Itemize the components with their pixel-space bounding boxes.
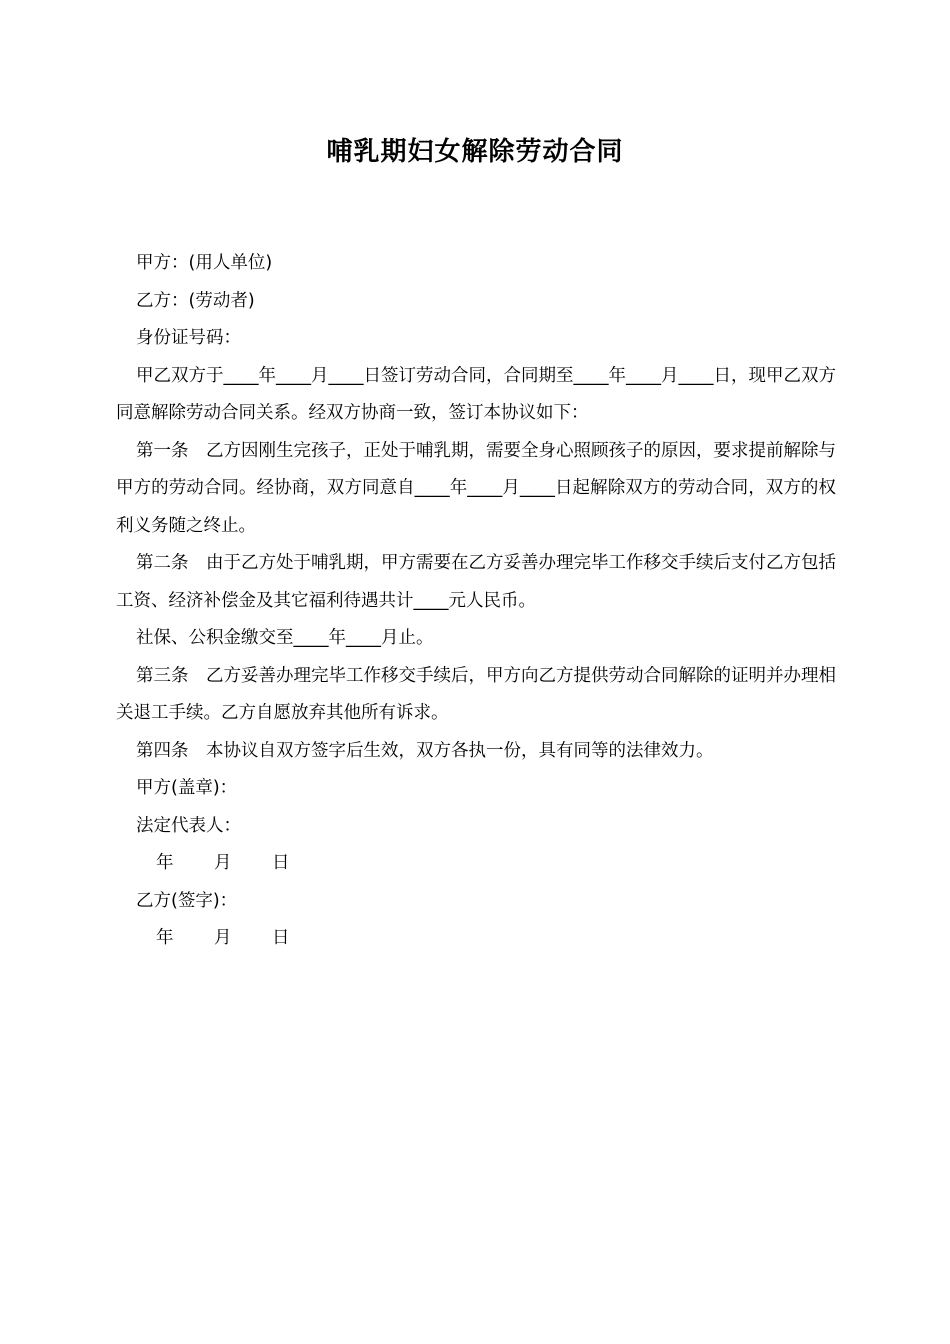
document-body <box>116 245 836 958</box>
date-line-b <box>116 920 836 958</box>
article-3: 第三条 乙方妥善办理完毕工作移交手续后，甲方向乙方提供劳动合同解除的证明并办理相关退工手续。乙方自愿放弃其他所有诉求。 <box>116 665 836 723</box>
document-title: 哺乳期妇女解除劳动合同 <box>326 137 624 167</box>
id-number-line: 身份证号码： <box>136 328 241 348</box>
article-2: 第二条 由于乙方处于哺乳期，甲方需要在乙方妥善办理完毕工作移交手续后支付乙方包括工资、经济补偿金及其它福利待遇共计____元人民币。 <box>116 553 836 611</box>
article-1: 第一条 乙方因刚生完孩子，正处于哺乳期，需要全身心照顾孩子的原因，要求提前解除与甲方的劳动合同。经协商，双方同意自____年____月____日起解除双方的劳动合同，双方的权利义务随之终止。 <box>116 440 836 536</box>
date-day: 日 <box>272 928 290 948</box>
intro-paragraph: 甲乙双方于____年____月____日签订劳动合同，合同期至____年____月____日，现甲乙双方同意解除劳动合同关系。经双方协商一致，签订本协议如下： <box>116 365 836 423</box>
party-a-line: 甲方：(用人单位) <box>136 253 273 273</box>
signature-party-b: 乙方(签字)： <box>136 890 238 911</box>
social-security-line: 社保、公积金缴交至____年____月止。 <box>136 628 434 648</box>
date-line-a <box>116 845 836 883</box>
legal-representative: 法定代表人： <box>136 815 241 836</box>
date-day: 日 <box>272 853 290 873</box>
date-year: 年 <box>156 928 174 948</box>
date-year: 年 <box>156 853 174 873</box>
date-month: 月 <box>214 853 232 873</box>
signature-party-a: 甲方(盖章)： <box>136 778 238 798</box>
date-month: 月 <box>214 928 232 948</box>
party-b-line: 乙方：(劳动者) <box>136 290 255 311</box>
article-4: 第四条 本协议自双方签字后生效，双方各执一份，具有同等的法律效力。 <box>136 740 714 761</box>
